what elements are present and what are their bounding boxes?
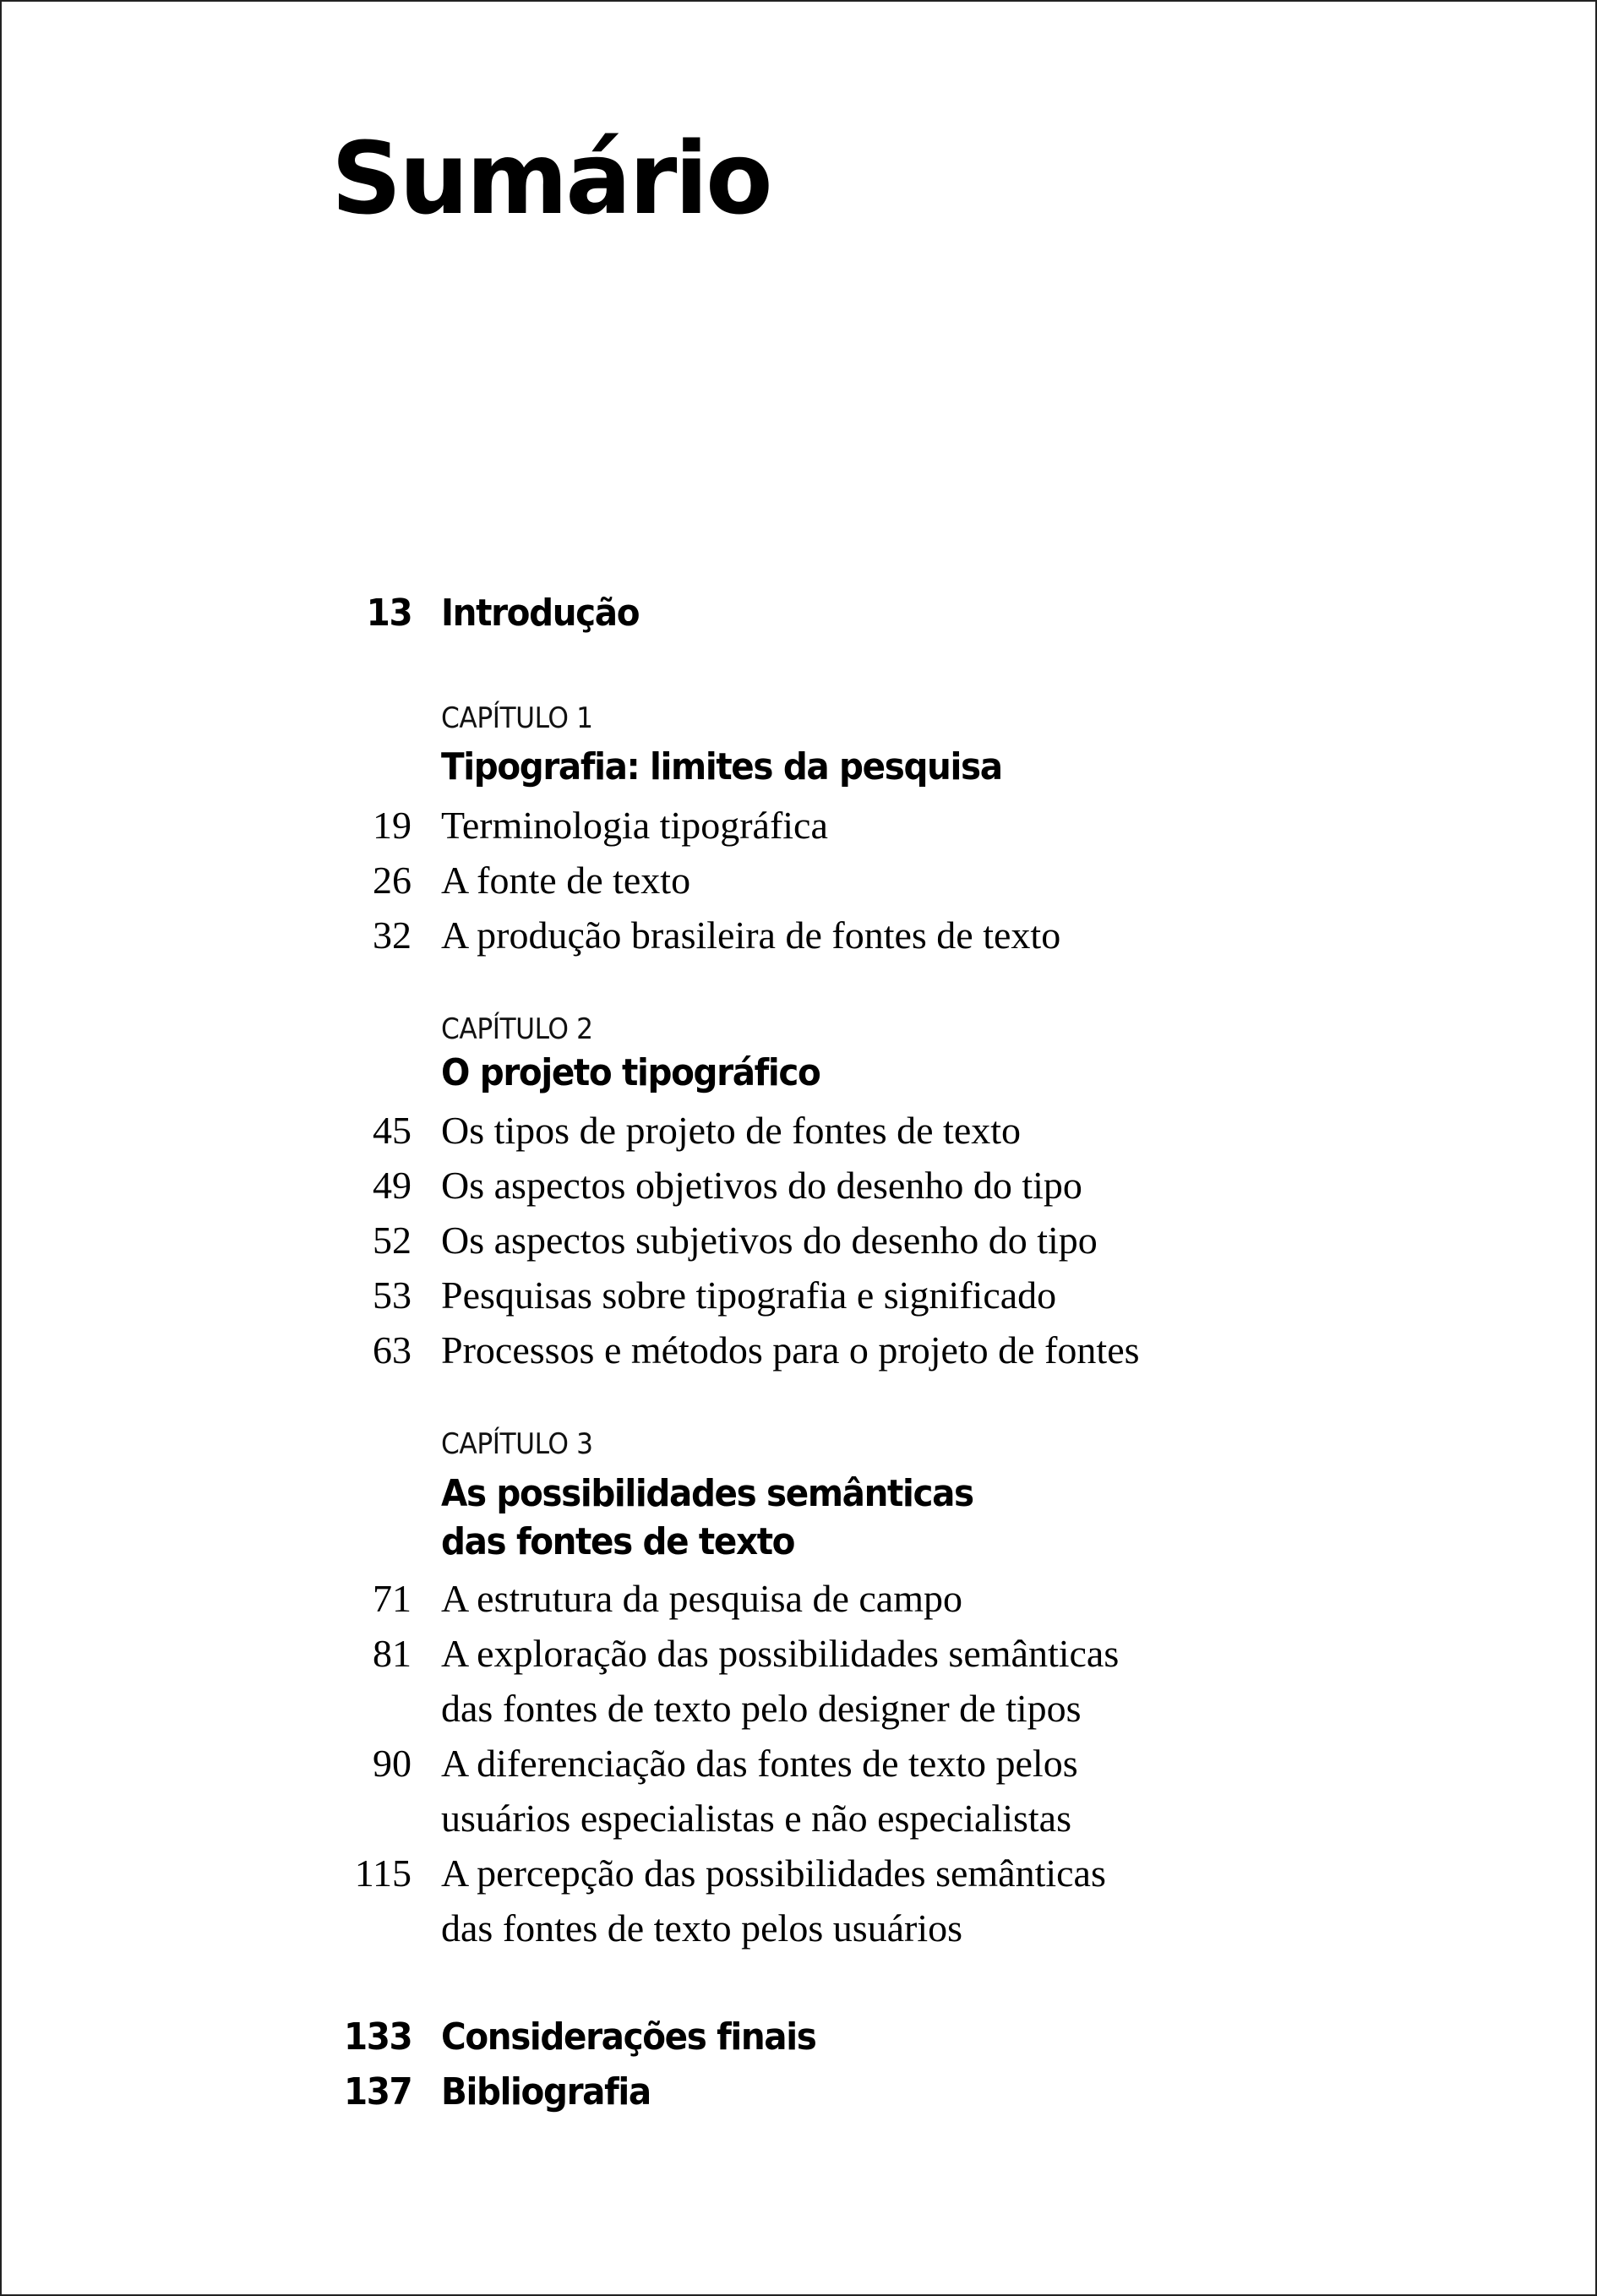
- toc-entry-continuation[interactable]: [2, 1906, 1597, 1956]
- toc-page-number: 63: [373, 1328, 412, 1372]
- toc-page-number: 115: [354, 1852, 412, 1895]
- chapter-title: O projeto tipográfico: [441, 1051, 820, 1094]
- chapter-label: CAPÍTULO 2: [441, 1012, 593, 1046]
- chapter-label: CAPÍTULO 1: [441, 701, 593, 735]
- toc-entry-title: A diferenciação das fontes de texto pelos: [441, 1742, 1078, 1785]
- chapter-3-title-row-2[interactable]: [2, 1520, 1597, 1571]
- chapter-label: CAPÍTULO 3: [441, 1427, 593, 1461]
- toc-page-number: 45: [373, 1109, 412, 1152]
- toc-entry[interactable]: [2, 803, 1597, 854]
- toc-entry-continuation[interactable]: [2, 1796, 1597, 1846]
- toc-entry-title: das fontes de texto pelo designer de tipos: [441, 1687, 1082, 1730]
- toc-entry-title: Os tipos de projeto de fontes de texto: [441, 1109, 1022, 1152]
- toc-entry[interactable]: [2, 1108, 1597, 1159]
- toc-entry-title: Os aspectos subjetivos do desenho do tipo: [441, 1219, 1098, 1262]
- toc-page-number: 49: [373, 1164, 412, 1207]
- toc-entry-title: Pesquisas sobre tipografia e significado: [441, 1273, 1057, 1317]
- toc-entry-title: A fonte de texto: [441, 859, 691, 902]
- toc-entry-title: Considerações finais: [441, 2015, 816, 2059]
- chapter-title: As possibilidades semânticas: [441, 1472, 973, 1515]
- chapter-3-label-row: [2, 1427, 1597, 1478]
- toc-entry[interactable]: [2, 1218, 1597, 1268]
- toc-page-number: 137: [343, 2070, 412, 2113]
- toc-entry-title: A estrutura da pesquisa de campo: [441, 1577, 962, 1620]
- toc-page-number: 26: [373, 859, 412, 902]
- toc-entry-title: Os aspectos objetivos do desenho do tipo: [441, 1164, 1082, 1207]
- toc-entry[interactable]: [2, 913, 1597, 963]
- toc-page-number: 53: [373, 1273, 412, 1317]
- toc-entry-introducao[interactable]: [2, 592, 1597, 642]
- chapter-title: das fontes de texto: [441, 1520, 795, 1563]
- toc-entry-title: usuários especialistas e não especialistas: [441, 1797, 1071, 1840]
- toc-entry[interactable]: [2, 1576, 1597, 1627]
- toc-entry-title: A percepção das possibilidades semânticas: [441, 1852, 1106, 1895]
- toc-entry-continuation[interactable]: [2, 1686, 1597, 1737]
- toc-entry-bibliografia[interactable]: [2, 2070, 1597, 2121]
- toc-page-number: 32: [373, 913, 412, 957]
- toc-entry-title: Terminologia tipográfica: [441, 804, 828, 847]
- chapter-1-label-row: [2, 701, 1597, 752]
- toc-entry[interactable]: [2, 1163, 1597, 1213]
- chapter-3-title-row[interactable]: [2, 1472, 1597, 1523]
- toc-page-number: 13: [366, 592, 412, 635]
- chapter-title: Tipografia: limites da pesquisa: [441, 745, 1002, 788]
- page-title: Sumário: [331, 120, 771, 237]
- toc-page-number: 52: [373, 1219, 412, 1262]
- toc-entry-title: das fontes de texto pelos usuários: [441, 1906, 963, 1950]
- toc-page-number: 133: [343, 2015, 412, 2059]
- chapter-2-title-row[interactable]: [2, 1051, 1597, 1102]
- toc-page-number: 81: [373, 1632, 412, 1675]
- toc-entry[interactable]: [2, 1741, 1597, 1792]
- toc-page-number: 90: [373, 1742, 412, 1785]
- toc-entry-consideracoes[interactable]: [2, 2015, 1597, 2066]
- toc-entry-title: A produção brasileira de fontes de texto: [441, 913, 1061, 957]
- chapter-1-title-row[interactable]: [2, 745, 1597, 796]
- toc-entry-title: Processos e métodos para o projeto de fontes: [441, 1328, 1140, 1372]
- toc-entry[interactable]: [2, 858, 1597, 908]
- toc-entry[interactable]: [2, 1631, 1597, 1682]
- toc-entry-title: Bibliografia: [441, 2070, 651, 2113]
- toc-entry-title: A exploração das possibilidades semânticas: [441, 1632, 1120, 1675]
- toc-entry[interactable]: [2, 1328, 1597, 1378]
- toc-entry[interactable]: [2, 1851, 1597, 1901]
- toc-page-number: 19: [373, 804, 412, 847]
- toc-entry[interactable]: [2, 1273, 1597, 1323]
- toc-page-number: 71: [373, 1577, 412, 1620]
- toc-entry-title: Introdução: [441, 592, 640, 635]
